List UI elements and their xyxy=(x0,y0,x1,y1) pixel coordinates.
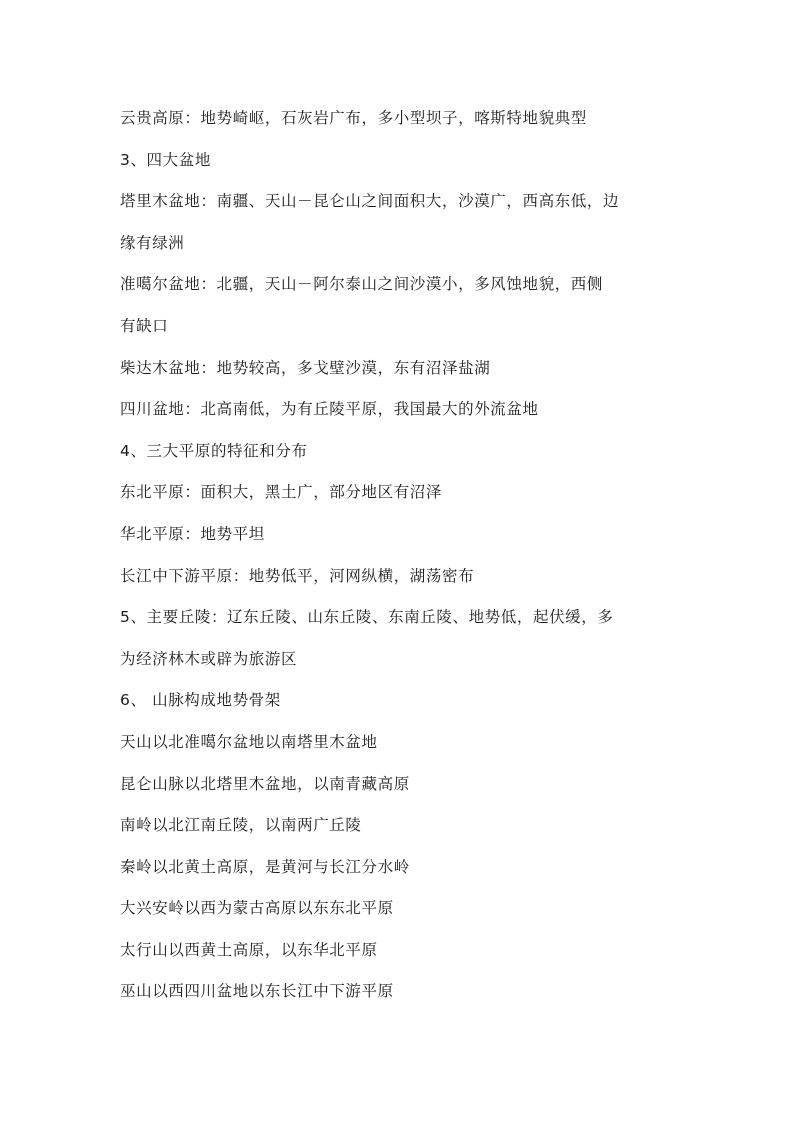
text-line: 巫山以西四川盆地以东长江中下游平原 xyxy=(120,982,394,1001)
section-heading: 4、三大平原的特征和分布 xyxy=(120,441,308,460)
text-line: 秦岭以北黄土高原，是黄河与长江分水岭 xyxy=(120,857,410,876)
text-line: 天山以北准噶尔盆地以南塔里木盆地 xyxy=(120,732,378,751)
section-heading: 3、四大盆地 xyxy=(120,150,211,169)
text-line: 有缺口 xyxy=(120,316,169,335)
text-line: 柴达木盆地：地势较高，多戈壁沙漠，东有沼泽盐湖 xyxy=(120,358,491,377)
text-line: 缘有绿洲 xyxy=(120,233,185,252)
section-heading: 5、主要丘陵：辽东丘陵、山东丘陵、东南丘陵、地势低，起伏缓，多 xyxy=(120,608,614,627)
text-line: 大兴安岭以西为蒙古高原以东东北平原 xyxy=(120,899,394,918)
section-heading: 6、 山脉构成地势骨架 xyxy=(120,691,281,710)
text-line: 准噶尔盆地：北疆，天山－阿尔泰山之间沙漠小，多风蚀地貌，西侧 xyxy=(120,275,604,294)
text-line: 华北平原：地势平坦 xyxy=(120,524,265,543)
text-line: 为经济林木或辟为旅游区 xyxy=(120,649,298,668)
text-line: 四川盆地：北高南低，为有丘陵平原，我国最大的外流盆地 xyxy=(120,400,539,419)
text-line: 南岭以北江南丘陵，以南两广丘陵 xyxy=(120,816,362,835)
text-line: 长江中下游平原：地势低平，河网纵横，湖荡密布 xyxy=(120,566,475,585)
text-line: 太行山以西黄土高原，以东华北平原 xyxy=(120,940,378,959)
text-line: 塔里木盆地：南疆、天山－昆仑山之间面积大，沙漠广，西高东低，边 xyxy=(120,192,620,211)
text-line: 昆仑山脉以北塔里木盆地，以南青藏高原 xyxy=(120,774,410,793)
document-body xyxy=(120,98,676,1013)
text-line: 云贵高原：地势崎岖，石灰岩广布，多小型坝子，喀斯特地貌典型 xyxy=(120,109,587,127)
text-line: 东北平原：面积大，黑土广，部分地区有沼泽 xyxy=(120,483,443,502)
